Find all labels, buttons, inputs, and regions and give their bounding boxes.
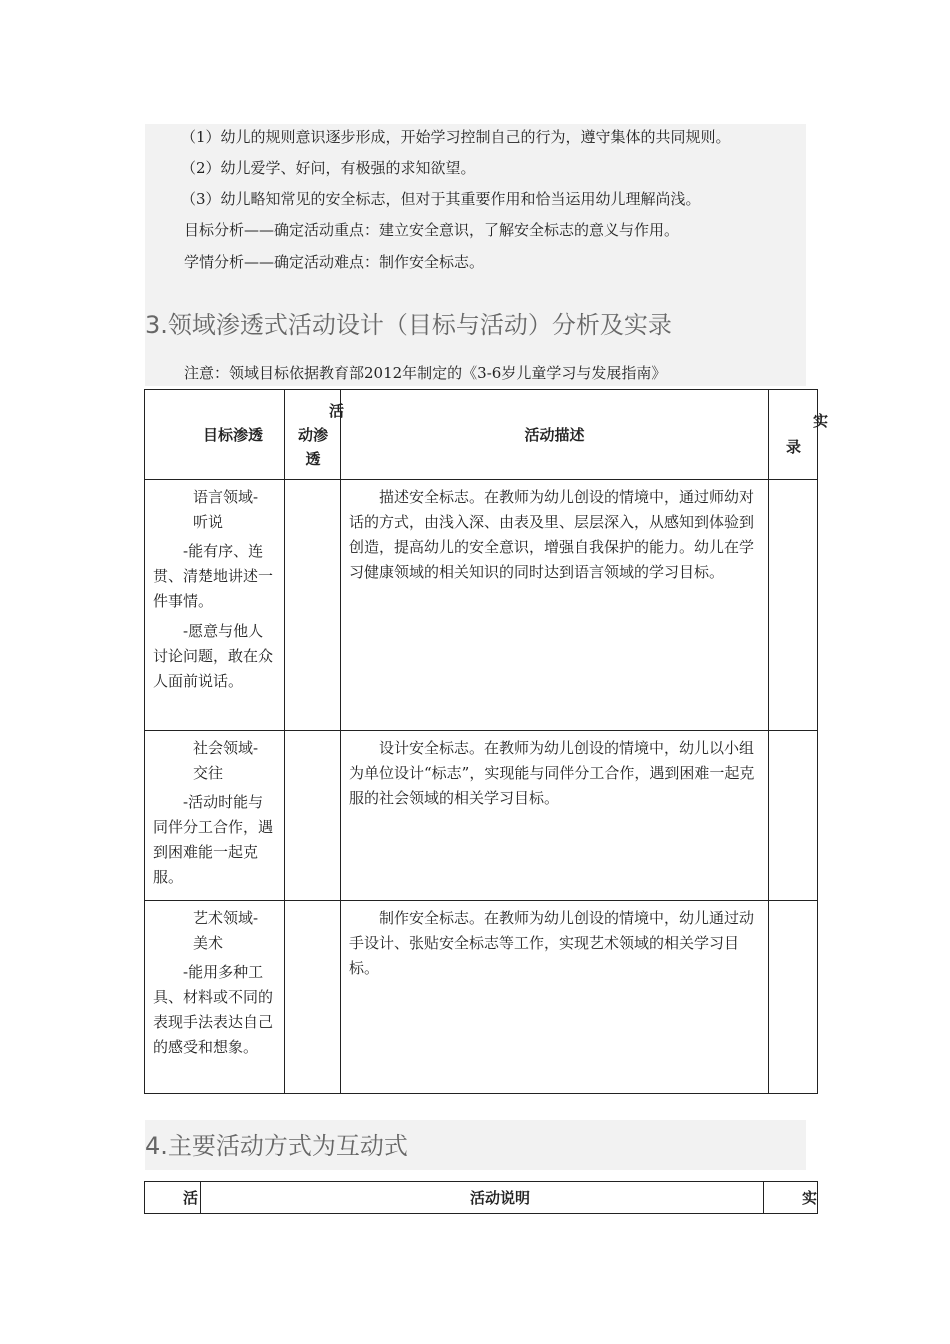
goal-analysis: 目标分析——确定活动重点：建立安全意识，了解安全标志的意义与作用。 xyxy=(184,221,680,239)
record-cell xyxy=(769,901,818,1094)
header-activity: 活 xyxy=(145,1182,201,1214)
activity-cell xyxy=(285,480,341,731)
goal-text: -愿意与他人讨论问题，敢在众人面前说话。 xyxy=(153,622,274,690)
table-row xyxy=(145,901,818,1094)
goal-cell xyxy=(145,901,285,1094)
record-cell xyxy=(769,480,818,731)
intro-line-3: （3）幼儿略知常见的安全标志，但对于其重要作用和恰当运用幼儿理解尚浅。 xyxy=(181,190,701,208)
description-cell xyxy=(341,731,769,901)
section3-note: 注意：领域目标依据教育部2012年制定的《3-6岁儿童学习与发展指南》 xyxy=(184,364,667,382)
goal-text: -活动时能与同伴分工合作，遇到困难能一起克服。 xyxy=(153,793,274,886)
intro-line-1: （1）幼儿的规则意识逐步形成，开始学习控制自己的行为，遵守集体的共同规则。 xyxy=(181,128,731,146)
domain-label: 艺术领域-美术 xyxy=(193,909,259,952)
header-activity: 活 动渗透 xyxy=(285,390,341,480)
goal-cell xyxy=(145,480,285,731)
activity-cell xyxy=(285,901,341,1094)
description-cell xyxy=(341,480,769,731)
activity-cell xyxy=(285,731,341,901)
section3-heading: 3.领域渗透式活动设计（目标与活动）分析及实录 xyxy=(145,311,672,339)
table-header-row xyxy=(145,390,818,480)
domain-label: 语言领域-听说 xyxy=(193,488,259,531)
activity-design-table xyxy=(144,389,829,1094)
header-activity-description: 活动说明 xyxy=(201,1182,764,1214)
header-description: 活动描述 xyxy=(341,390,769,480)
header-record: 实 xyxy=(764,1182,818,1214)
interaction-table xyxy=(144,1181,818,1214)
record-cell xyxy=(769,731,818,901)
domain-label: 社会领域-交往 xyxy=(193,739,259,782)
description-text: 描述安全标志。在教师为幼儿创设的情境中，通过师幼对话的方式，由浅入深、由表及里、层层深入，从感知到体验到创造，提高幼儿的安全意识，增强自我保护的能力。幼儿在学习健康领域的相关知识的同时达到语言领域的学习目标。 xyxy=(349,488,755,581)
section4-heading: 4.主要活动方式为互动式 xyxy=(145,1132,408,1160)
learning-analysis: 学情分析——确定活动难点：制作安全标志。 xyxy=(184,253,485,271)
goal-cell xyxy=(145,731,285,901)
goal-text: -能用多种工具、材料或不同的表现手法表达自己的感受和想象。 xyxy=(153,963,274,1056)
description-text: 制作安全标志。在教师为幼儿创设的情境中，幼儿通过动手设计、张贴安全标志等工作，实现艺术领域的相关学习目标。 xyxy=(349,909,755,977)
goal-text: -能有序、连贯、清楚地讲述一件事情。 xyxy=(153,542,274,610)
intro-line-2: （2）幼儿爱学、好问，有极强的求知欲望。 xyxy=(181,159,476,177)
table-row xyxy=(145,480,818,731)
description-text: 设计安全标志。在教师为幼儿创设的情境中，幼儿以小组为单位设计“标志”，实现能与同伴分工合作，遇到困难一起克服的社会领域的相关学习目标。 xyxy=(349,739,755,807)
header-goal: 目标渗透 xyxy=(145,390,285,480)
table-row xyxy=(145,731,818,901)
header-record: 实 录 xyxy=(769,390,818,480)
description-cell xyxy=(341,901,769,1094)
table-header-row xyxy=(145,1182,818,1214)
